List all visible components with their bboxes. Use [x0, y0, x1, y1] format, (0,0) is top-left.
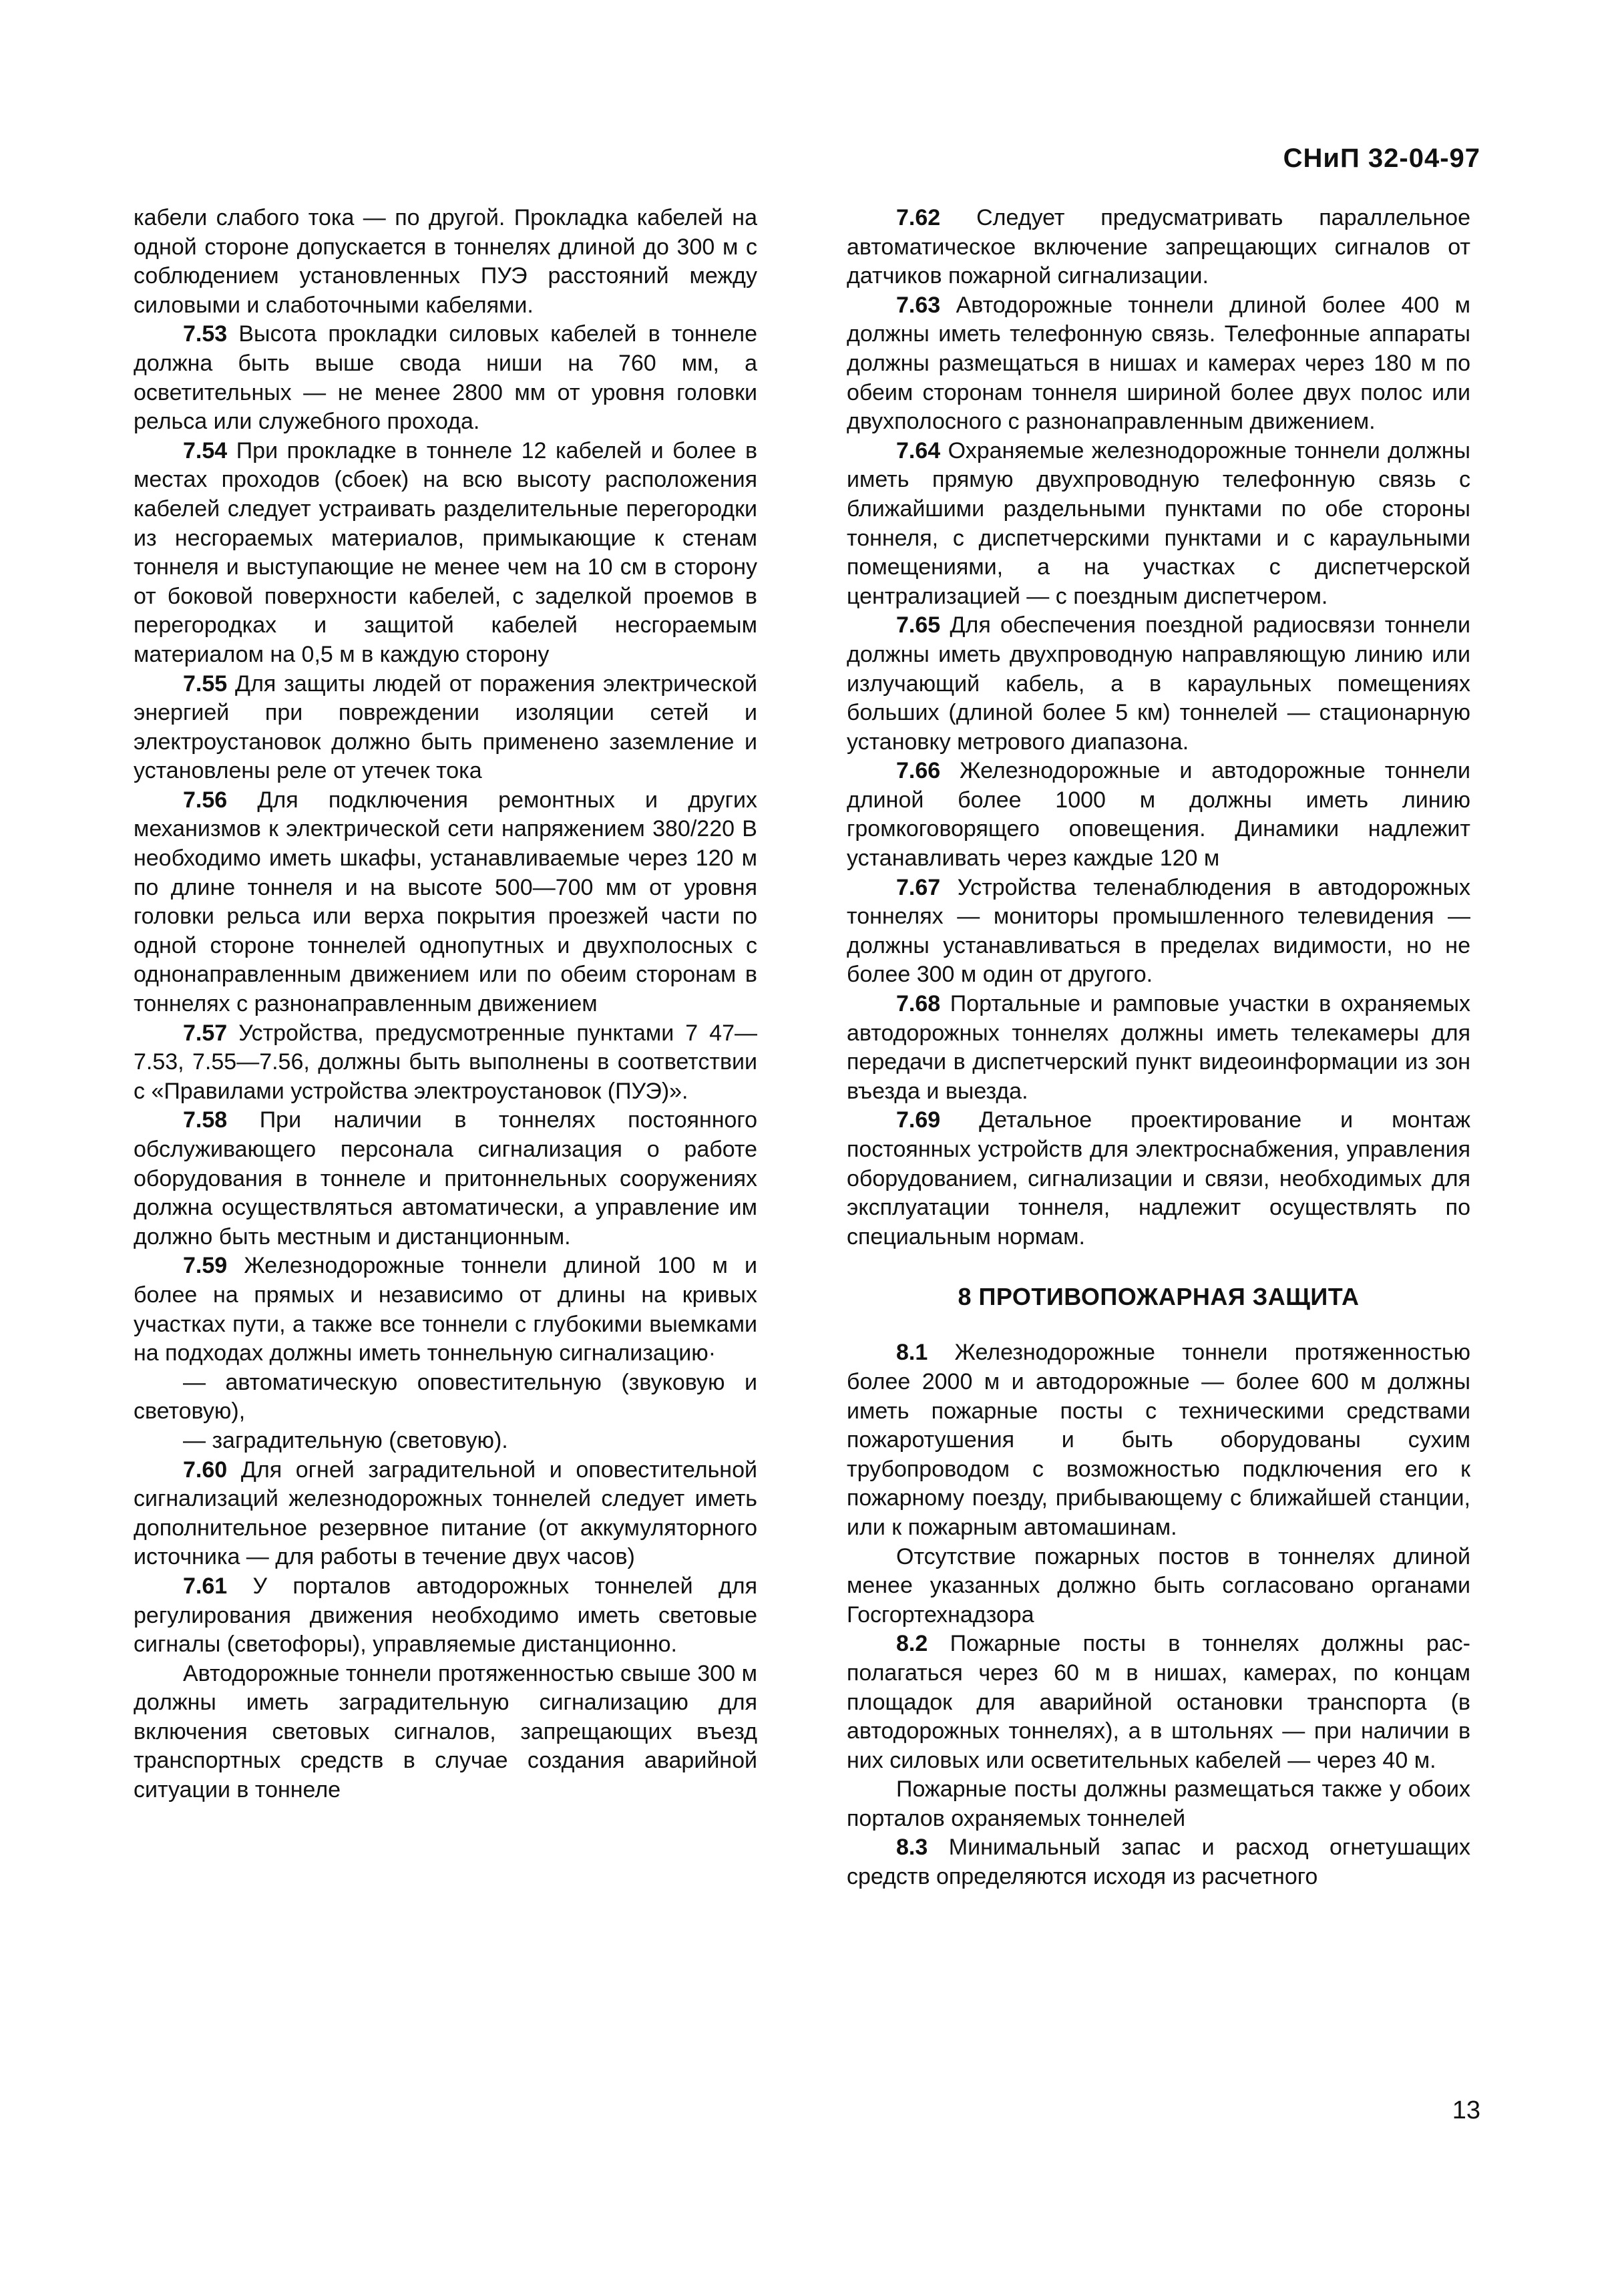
paragraph [847, 757, 1470, 873]
document-code: СНиП 32-04-97 [1283, 144, 1480, 173]
paragraph-text: — заградительную (световую). [183, 1427, 508, 1453]
left-column [134, 204, 757, 1805]
paragraph [134, 320, 757, 436]
paragraph [847, 1543, 1470, 1630]
paragraph-text: Железнодорожные и автодорожные тоннели длиной более 1000 м должны иметь линию громкоговорящего оповещения. Динамики надлежит устанавливать через каждые 120 м [847, 758, 1471, 872]
paragraph [847, 1775, 1470, 1833]
paragraph-text: Для обеспечения поездной радиосвязи тоннели должны иметь двухпроводную направляющую линию или излучающий кабель, а в караульных помещениях больших (длиной более 5 км) тоннелей — стационарную установку метрового диапазона. [847, 612, 1470, 755]
paragraph [847, 611, 1470, 757]
paragraph [134, 204, 757, 320]
clause-number: 7.62 [896, 205, 941, 230]
paragraph [134, 1252, 757, 1368]
paragraph [847, 204, 1470, 291]
paragraph [847, 1106, 1470, 1252]
paragraph-text: Железнодорожные тоннели протяженностью более 2000 м и автодорожные — более 600 м должны иметь пожарные посты с техническими средствами пожаротушения и быть оборудованы сухим трубопроводом с возможностью подключения его к пожарному поезду, прибывающему с ближайшей станции, или к пожарным автомашинам. [847, 1340, 1470, 1540]
paragraph [134, 670, 757, 786]
paragraph-text: Отсутствие пожарных постов в тоннелях длиной менее указанных должно быть согласовано органами Госгортехнадзора [847, 1543, 1470, 1628]
paragraph-text: При прокладке в тоннеле 12 кабелей и более в местах проходов (сбоек) на всю высоту расположения кабелей следует устраивать разделительные перегородки из несгораемых материалов, примыкающие к стенам тоннеля и выступающие не менее чем на 10 см в сторону от боковой поверхности кабелей, с заделкой проемов в перегородках и защитой кабелей несгораемым материалом на 0,5 м в каждую сторону [134, 437, 758, 667]
paragraph [134, 1456, 757, 1572]
clause-number: 7.59 [183, 1253, 228, 1279]
paragraph-text: Железнодорожные тоннели длиной 100 м и более на прямых и независимо от длины на кривых участках пути, а также все тоннели с глубокими выемками на подходах должны иметь тоннельную сигнализацию· [134, 1253, 758, 1366]
paragraph-text: Охраняемые железнодорожные тоннели должны иметь прямую двухпроводную телефонную связь с ближайшими раздельными пунктами по обе стороны тоннеля, с диспетчерскими пунктами и с караульными помещениями, а на участках с диспетчерской централизацией — с поездным диспетчером. [847, 437, 1470, 609]
paragraph-text: У порталов автодорожных тоннелей для регулирования движения необходимо иметь световые сигналы (светофоры), управляемые дистанционно. [134, 1573, 757, 1658]
clause-number: 7.61 [183, 1573, 228, 1599]
paragraph-text: — автоматическую оповестительную (звуковую и световую), [134, 1369, 757, 1425]
paragraph [134, 1427, 757, 1456]
paragraph-text: кабели слабого тока — по другой. Прокладка кабелей на одной стороне допускается в тоннелях длиной до 300 м с соблюдением установленных ПУЭ расстояний между силовыми и слаботочными кабелями. [134, 205, 757, 318]
paragraph [847, 437, 1470, 612]
clause-number: 7.69 [896, 1107, 941, 1133]
paragraph [134, 1368, 757, 1427]
paragraph [847, 291, 1470, 437]
paragraph [847, 1833, 1470, 1891]
paragraph [847, 874, 1470, 990]
clause-number: 8.2 [896, 1631, 928, 1657]
paragraph-text: При наличии в тоннелях постоянного обслуживающего персонала сигнализация о работе оборудования в тоннеле и притоннельных сооружениях должна осуществляться автоматически, а управление им должно быть местным и дистанционным. [134, 1107, 757, 1250]
paragraph [134, 1019, 757, 1107]
paragraph [134, 1660, 757, 1805]
clause-number: 7.63 [896, 292, 941, 318]
paragraph-text: Следует предусматривать параллельное автоматическое включение запрещающих сигналов от датчиков пожарной сигнализации. [847, 205, 1470, 289]
clause-number: 7.67 [896, 874, 941, 900]
paragraph-text: Автодорожные тоннели протяженностью свыше 300 м должны иметь заградительную сигнализацию для включения световых сигналов, запрещающих въезд транспортных средств в случае создания аварийной ситуации в тоннеле [134, 1660, 757, 1803]
clause-number: 7.65 [896, 612, 941, 638]
paragraph-text: Минимальный запас и расход огнетушащих средств определяются исходя из расчетного [847, 1835, 1470, 1890]
clause-number: 7.68 [896, 991, 941, 1017]
clause-number: 7.55 [183, 671, 228, 697]
paragraph [134, 437, 757, 670]
clause-number: 7.64 [896, 437, 941, 463]
clause-number: 8.1 [896, 1340, 928, 1366]
clause-number: 7.58 [183, 1107, 228, 1133]
clause-number: 8.3 [896, 1835, 928, 1861]
paragraph [134, 786, 757, 1019]
paragraph-text: Пожарные посты должны размещаться также у обоих порталов охраняемых тоннелей [847, 1776, 1470, 1831]
paragraph-text: Высота прокладки силовых кабелей в тоннеле должна быть выше свода ниши на 760 мм, а осветительных — не менее 2800 мм от уровня головки рельса или служебного прохода. [134, 321, 757, 435]
paragraph [134, 1106, 757, 1252]
paragraph [847, 990, 1470, 1106]
clause-number: 7.53 [183, 321, 228, 347]
paragraph-text: Для подключения ремонтных и других механизмов к электрической сети напряжением 380/220 В необходимо иметь шкафы, устанавливаемые через 120 м по длине тоннеля и на высоте 500—700 мм от уровня головки рельса или верха покрытия проезжей части по одной стороне тоннелей однопутных и двухполосных с однонаправленным движением или по обеим сторонам в тоннелях с разнонаправленным движением [134, 787, 757, 1017]
right-column [847, 204, 1470, 1892]
clause-number: 7.56 [183, 787, 228, 813]
paragraph-text: Устройства теленаблюдения в автодорожных тоннелях — мониторы промышленного телевидения — должны устанавливаться в пределах видимости, но не более 300 м один от другого. [847, 874, 1470, 988]
clause-number: 7.60 [183, 1457, 228, 1483]
paragraph [134, 1572, 757, 1660]
section-heading: 8 ПРОТИВОПОЖАРНАЯ ЗАЩИТА [958, 1283, 1360, 1311]
paragraph [847, 1630, 1470, 1775]
paragraph-text: Пожарные посты в тоннелях должны располагаться через 60 м в нишах, камерах, по концам площадок для аварийной остановки транспорта (в автодорожных тоннелях), а в штольнях — при наличии в них силовых или осветительных кабелей — через 40 м. [847, 1631, 1470, 1773]
paragraph-text: Для огней заградительной и оповестительной сигнализаций железнодорожных тоннелей следует иметь дополнительное резервное питание (от аккумуляторного источника — для работы в течение двух часов) [134, 1457, 757, 1570]
paragraph-text: Устройства, предусмотренные пунктами 7 47—7.53, 7.55—7.56, должны быть выполнены в соответствии с «Правилами устройства электроустановок (ПУЭ)». [134, 1020, 757, 1104]
page-number: 13 [1452, 2096, 1480, 2124]
paragraph-text: Детальное проектирование и монтаж постоянных устройств для электроснабжения, управления оборудованием, сигнализации и связи, необходимых для эксплуатации тоннеля, надлежит осуществлять по специальным нормам. [847, 1107, 1470, 1250]
paragraph [847, 1338, 1470, 1542]
clause-number: 7.66 [896, 758, 941, 784]
paragraph-text: Портальные и рамповые участки в охраняемых автодорожных тоннелях должны иметь телекамеры для передачи в диспетчерский пункт видеоинформации из зон въезда и выезда. [847, 991, 1471, 1104]
clause-number: 7.54 [183, 437, 228, 463]
paragraph-text: Автодорожные тоннели длиной более 400 м должны иметь телефонную связь. Телефонные аппараты должны размещаться в нишах и камерах через 180 м по обеим сторонам тоннеля шириной более двух полос или двухполосного с разнонаправленным движением. [847, 292, 1470, 435]
clause-number: 7.57 [183, 1020, 228, 1046]
paragraph-text: Для защиты людей от поражения электрической энергией при повреждении изоляции сетей и электроустановок должно быть применено заземление и установлены реле от утечек тока [134, 671, 757, 784]
